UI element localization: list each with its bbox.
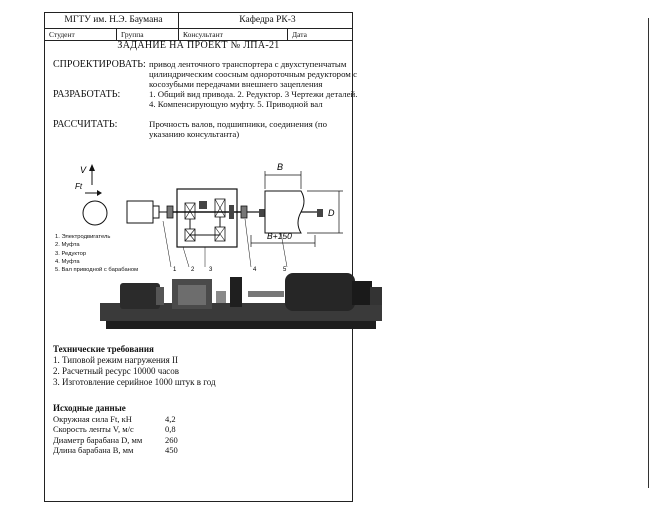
page-edge-line — [648, 18, 649, 488]
given-value: 260 — [165, 434, 178, 445]
technical-requirements — [53, 344, 216, 388]
requirement-item: 1. Типовой режим нагружения II — [53, 355, 179, 365]
requirement-item: 2. Расчетный ресурс 10000 часов — [53, 366, 180, 376]
callout-4: 4 — [253, 267, 257, 273]
initial-data — [53, 403, 205, 456]
date-field: Дата — [292, 30, 307, 39]
d-label: D — [328, 208, 335, 218]
drum-symbol — [259, 191, 323, 233]
b150-label: B+150 — [267, 231, 292, 241]
given-row — [53, 445, 205, 456]
assignment-sheet — [44, 12, 358, 502]
legend-item: 3. Редуктор — [55, 250, 87, 257]
given-value: 0,8 — [165, 424, 176, 434]
develop-value: 1. Общий вид привода. 2. Редуктор. 3 Чертежи деталей. 4. Компенсирующую муфту. 5. Приводной вал — [149, 89, 358, 109]
given-value: 4,2 — [165, 413, 176, 424]
calc-value: Прочность валов, подшипники, соединения (по указанию консультанта) — [149, 119, 327, 139]
given-row — [53, 424, 205, 435]
given-row — [53, 435, 205, 446]
coupling-1-symbol — [167, 206, 173, 218]
given-value: 450 — [165, 445, 178, 455]
legend-item: 2. Муфта — [55, 242, 80, 249]
dimension-b — [265, 162, 301, 189]
legend-item: 1. Электродвигатель — [55, 234, 111, 240]
f-label: Ft — [75, 182, 83, 191]
reducer-symbol — [173, 189, 241, 247]
drive-assembly-photo — [100, 261, 390, 351]
legend-item: 4. Муфта — [55, 258, 80, 265]
given-title: Исходные данные — [53, 403, 126, 413]
motor-symbol — [127, 201, 167, 223]
bearing-mark — [229, 205, 234, 219]
bearing-mark — [199, 201, 207, 209]
design-key: СПРОЕКТИРОВАТЬ: — [53, 59, 146, 70]
design-value: привод ленточного транспортера с двухступенчатым цилиндрическим соосным одноpоточным редуктором с косозубыми передачами внешнего зацепления — [149, 59, 357, 89]
callout-2: 2 — [191, 267, 195, 273]
develop-key: РАЗРАБОТАТЬ: — [53, 89, 121, 100]
given-name: Окружная сила Ft, кН — [53, 413, 132, 424]
given-name: Длина барабана B, мм — [53, 445, 134, 455]
v-label: V — [80, 165, 87, 175]
callout-5: 5 — [283, 267, 287, 273]
requirement-item: 3. Изготовление серийное 1000 штук в год — [53, 377, 216, 387]
given-name: Скорость ленты V, м/с — [53, 424, 134, 434]
b-label: B — [277, 162, 284, 172]
department-name: Кафедра РК-3 — [239, 15, 296, 25]
university-name: МГТУ им. Н.Э. Баумана — [45, 13, 179, 28]
student-field: Студент — [45, 29, 117, 40]
calc-key: РАССЧИТАТЬ: — [53, 119, 118, 130]
task-title: ЗАДАНИЕ НА ПРОЕКТ № ЛПА-21 — [117, 40, 280, 51]
requirements-title: Технические требования — [53, 344, 154, 354]
callout-1: 1 — [173, 267, 177, 273]
consultant-field: Консультант — [179, 29, 288, 40]
coupling-2-symbol — [241, 206, 247, 218]
callout-3: 3 — [209, 267, 213, 273]
legend-item: 5. Вал приводной с барабаном — [55, 267, 139, 274]
given-name: Диаметр барабана D, мм — [53, 434, 143, 445]
force-velocity-symbol — [75, 164, 107, 225]
title-block — [45, 13, 352, 41]
given-row — [53, 414, 205, 425]
group-field: Группа — [117, 29, 179, 40]
